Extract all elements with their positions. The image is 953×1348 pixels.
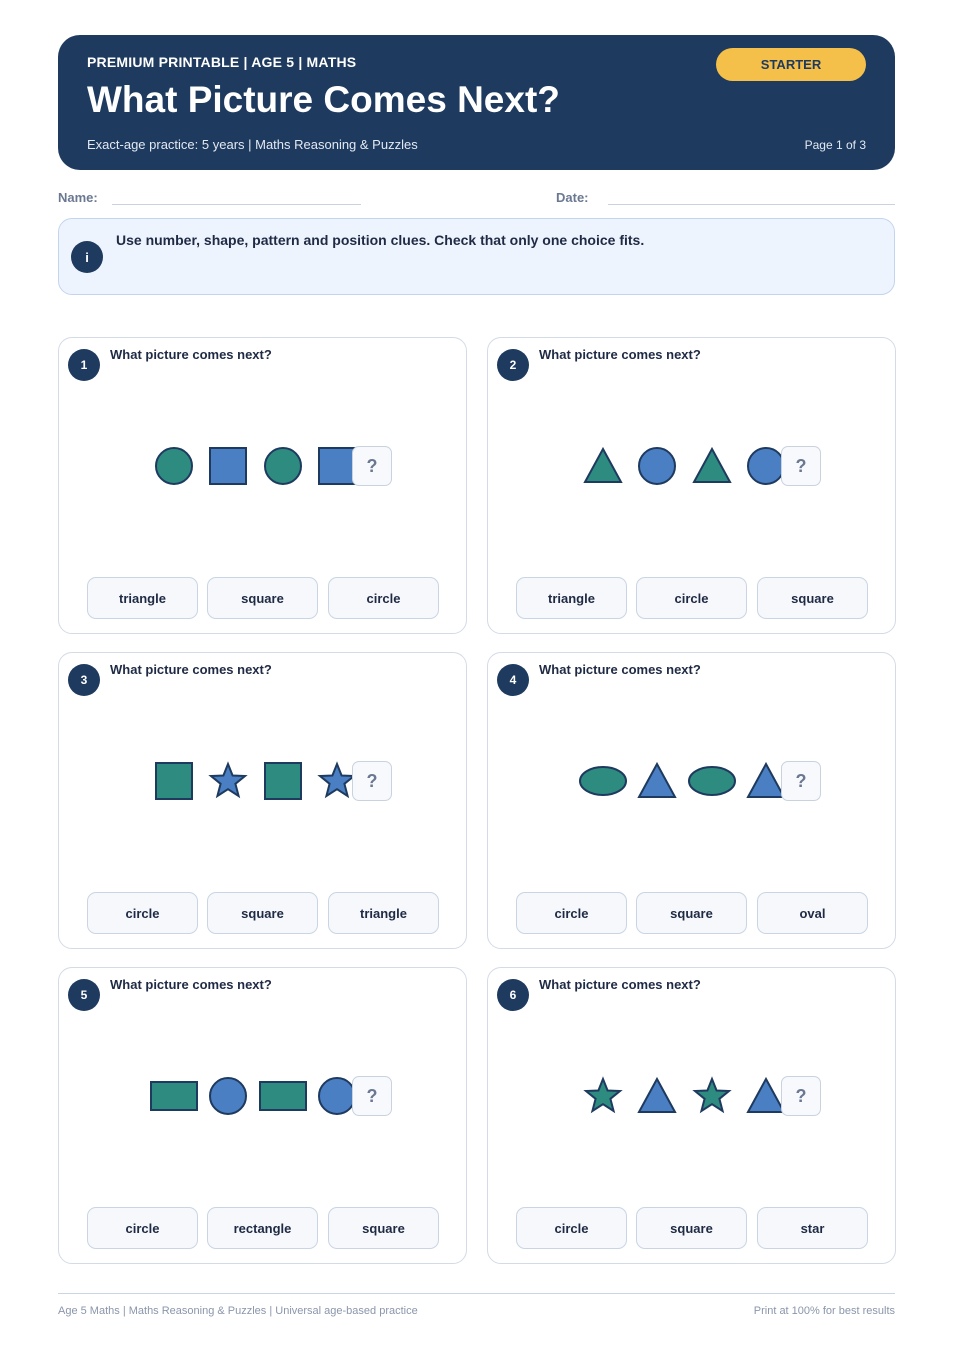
- header-kicker: PREMIUM PRINTABLE | AGE 5 | MATHS: [87, 54, 357, 70]
- answer-option-triangle[interactable]: triangle: [328, 892, 439, 934]
- square-icon: [208, 446, 248, 491]
- missing-picture-box: ?: [352, 761, 392, 801]
- rectangle-icon: [149, 1076, 199, 1121]
- answer-option-square[interactable]: square: [757, 577, 868, 619]
- pattern-sequence: [59, 444, 468, 488]
- missing-picture-box: ?: [781, 1076, 821, 1116]
- question-card-5: [58, 967, 467, 1264]
- star-icon: [208, 761, 248, 806]
- date-line[interactable]: [608, 204, 895, 205]
- answer-option-rectangle[interactable]: rectangle: [207, 1207, 318, 1249]
- answer-option-circle[interactable]: circle: [516, 892, 627, 934]
- triangle-icon: [583, 446, 623, 491]
- level-badge: STARTER: [716, 48, 866, 81]
- question-card-4: [487, 652, 896, 949]
- name-label: Name:: [58, 190, 98, 205]
- footer-divider: [58, 1293, 895, 1294]
- square-icon: [263, 761, 303, 806]
- question-prompt: What picture comes next?: [539, 662, 701, 677]
- missing-picture-box: ?: [352, 446, 392, 486]
- question-card-1: [58, 337, 467, 634]
- question-prompt: What picture comes next?: [110, 347, 272, 362]
- circle-icon: [208, 1076, 248, 1121]
- answer-option-square[interactable]: square: [636, 892, 747, 934]
- circle-icon: [746, 446, 786, 491]
- pattern-sequence: [488, 1074, 897, 1118]
- info-icon: i: [71, 241, 103, 273]
- oval-icon: [687, 761, 737, 806]
- missing-picture-box: ?: [781, 761, 821, 801]
- answer-option-circle[interactable]: circle: [87, 892, 198, 934]
- date-label: Date:: [556, 190, 589, 205]
- instruction-box: [58, 218, 895, 295]
- question-number: 6: [497, 979, 529, 1011]
- answer-option-oval[interactable]: oval: [757, 892, 868, 934]
- triangle-icon: [637, 1076, 677, 1121]
- star-icon: [692, 1076, 732, 1121]
- header-subtitle: Exact-age practice: 5 years | Maths Reasoning & Puzzles: [87, 137, 418, 152]
- answer-option-triangle[interactable]: triangle: [516, 577, 627, 619]
- question-number: 1: [68, 349, 100, 381]
- answer-option-circle[interactable]: circle: [636, 577, 747, 619]
- footer-right-text: Print at 100% for best results: [753, 1305, 895, 1317]
- answer-option-circle[interactable]: circle: [328, 577, 439, 619]
- question-number: 2: [497, 349, 529, 381]
- square-icon: [317, 446, 357, 491]
- rectangle-icon: [258, 1076, 308, 1121]
- triangle-icon: [746, 1076, 786, 1121]
- instruction-text: Use number, shape, pattern and position clues. Check that only one choice fits.: [116, 232, 645, 248]
- circle-icon: [154, 446, 194, 491]
- footer-left-text: Age 5 Maths | Maths Reasoning & Puzzles | Universal age-based practice: [58, 1305, 418, 1317]
- pattern-sequence: [59, 759, 468, 803]
- triangle-icon: [692, 446, 732, 491]
- pattern-sequence: [488, 759, 897, 803]
- circle-icon: [263, 446, 303, 491]
- answer-option-square[interactable]: square: [207, 577, 318, 619]
- question-card-2: [487, 337, 896, 634]
- pattern-sequence: [488, 444, 897, 488]
- question-card-6: [487, 967, 896, 1264]
- answer-option-circle[interactable]: circle: [87, 1207, 198, 1249]
- answer-option-square[interactable]: square: [207, 892, 318, 934]
- circle-icon: [637, 446, 677, 491]
- question-number: 4: [497, 664, 529, 696]
- question-prompt: What picture comes next?: [110, 662, 272, 677]
- star-icon: [583, 1076, 623, 1121]
- question-prompt: What picture comes next?: [539, 977, 701, 992]
- answer-option-square[interactable]: square: [328, 1207, 439, 1249]
- square-icon: [154, 761, 194, 806]
- page-title: What Picture Comes Next?: [87, 79, 560, 120]
- worksheet-header: [58, 35, 895, 170]
- missing-picture-box: ?: [781, 446, 821, 486]
- question-prompt: What picture comes next?: [110, 977, 272, 992]
- answer-option-circle[interactable]: circle: [516, 1207, 627, 1249]
- answer-option-star[interactable]: star: [757, 1207, 868, 1249]
- triangle-icon: [746, 761, 786, 806]
- question-number: 3: [68, 664, 100, 696]
- pattern-sequence: [59, 1074, 468, 1118]
- question-number: 5: [68, 979, 100, 1011]
- answer-option-square[interactable]: square: [636, 1207, 747, 1249]
- question-prompt: What picture comes next?: [539, 347, 701, 362]
- answer-option-triangle[interactable]: triangle: [87, 577, 198, 619]
- triangle-icon: [637, 761, 677, 806]
- missing-picture-box: ?: [352, 1076, 392, 1116]
- name-line[interactable]: [112, 204, 361, 205]
- circle-icon: [317, 1076, 357, 1121]
- oval-icon: [578, 761, 628, 806]
- star-icon: [317, 761, 357, 806]
- question-card-3: [58, 652, 467, 949]
- page-number: Page 1 of 3: [804, 138, 866, 152]
